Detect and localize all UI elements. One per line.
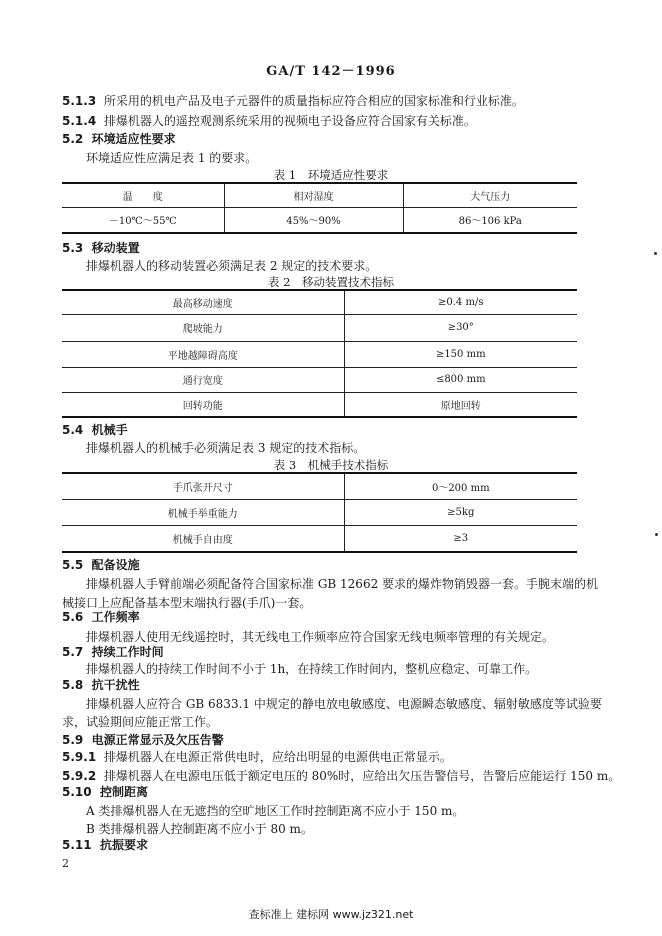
page-number: 2 [62,857,69,870]
section-number: 5.2 [62,132,84,146]
section-number: 5.6 [62,610,84,624]
table-2-param: 最高移动速度 [62,290,344,314]
section-title: 抗干扰性 [91,678,140,692]
table-1-caption: 表 1 环境适应性要求 [273,168,389,182]
section-5-10-line-b: B 类排爆机器人控制距离不应小于 80 m。 [86,822,313,836]
section-number: 5.10 [62,785,92,799]
section-5-5-line-2: 械接口上应配备基本型末端执行器(手爪)一套。 [62,596,312,610]
section-5-5-line-1: 排爆机器人手臂前端必须配备符合国家标准 GB 12662 要求的爆炸物销毁器一套。手腕末端的机 [86,577,599,591]
watermark-footer: 查标准上 建标网 www.jz321.net [248,908,414,921]
table-3-value: ≥3 [344,525,577,552]
table-3-value: ≥5kg [344,499,577,525]
table-2-caption: 表 2 移动装置技术指标 [268,275,394,289]
table-2-value: ≥150 mm [344,341,577,367]
section-title: 移动装置 [91,241,140,255]
table-2-value: ≥0.4 m/s [344,290,577,314]
clause-number: 5.9.1 [62,750,97,764]
table-1-header-pressure: 大气压力 [403,183,577,207]
section-5-10-line-a: A 类排爆机器人在无遮挡的空旷地区工作时控制距离不应小于 150 m。 [86,804,465,818]
section-number: 5.5 [62,558,84,572]
table-2-value: ≥30° [344,314,577,341]
table-3-param: 机械手自由度 [62,525,344,552]
section-5-7-text: 排爆机器人的持续工作时间不小于 1h，在持续工作时间内，整机应稳定、可靠工作。 [86,662,538,676]
section-5-4-text: 排爆机器人的机械手必须满足表 3 规定的技术指标。 [86,441,366,455]
clause-text: 排爆机器人在电源电压低于额定电压的 80%时，应给出欠压告警信号，告警后应能运行 150 m。 [103,769,621,783]
section-title: 机械手 [91,423,128,437]
table-1-cell: 86～106 kPa [403,207,577,233]
section-5-3-heading [62,239,140,256]
table-3-value: 0～200 mm [344,473,577,499]
section-number: 5.11 [62,838,92,852]
section-5-5-heading [62,556,140,573]
clause-text: 所采用的机电产品及电子元器件的质量指标应符合相应的国家标准和行业标准。 [103,94,524,108]
section-5-8-line-1: 排爆机器人应符合 GB 6833.1 中规定的静电放电敏感度、电源瞬态敏感度、辐射敏感度等试验要 [86,697,602,711]
section-5-10-heading [62,783,148,800]
table-1 [62,182,577,234]
clause-number: 5.9.2 [62,769,97,783]
section-title: 抗振要求 [99,838,148,852]
table-2-param: 平地越障碍高度 [62,341,344,367]
section-5-3-text: 排爆机器人的移动装置必须满足表 2 规定的技术要求。 [86,259,378,273]
table-2 [62,289,577,418]
section-5-6-text: 排爆机器人使用无线遥控时，其无线电工作频率应符合国家无线电频率管理的有关规定。 [86,630,555,644]
table-2-param: 通行宽度 [62,367,344,392]
table-2-param: 爬坡能力 [62,314,344,341]
section-title: 配备设施 [91,558,140,572]
section-5-2-text: 环境适应性应满足表 1 的要求。 [86,151,258,165]
clause-5-1-3 [62,92,524,109]
section-title: 持续工作时间 [91,645,164,659]
section-number: 5.7 [62,645,84,659]
table-1-header-temperature: 温 度 [62,183,224,207]
section-number: 5.8 [62,678,84,692]
section-title: 环境适应性要求 [91,132,176,146]
clause-text: 排爆机器人的遥控观测系统采用的视频电子设备应符合国家有关标准。 [103,114,476,128]
table-2-value: 原地回转 [344,392,577,417]
section-5-8-heading [62,676,140,693]
table-3-caption: 表 3 机械手技术指标 [273,458,389,472]
table-3-param: 机械手举重能力 [62,499,344,525]
section-title: 电源正常显示及欠压告警 [91,733,224,747]
clause-number: 5.1.3 [62,94,97,108]
section-number: 5.3 [62,241,84,255]
table-1-cell: －10℃～55℃ [62,207,224,233]
clause-5-9-2 [62,767,620,784]
section-5-7-heading [62,643,164,660]
section-title: 控制距离 [99,785,148,799]
clause-5-9-1 [62,748,452,765]
scan-speck [655,533,658,536]
clause-5-1-4 [62,112,476,129]
scan-speck [654,252,657,255]
section-number: 5.9 [62,733,84,747]
section-5-6-heading [62,608,140,625]
section-number: 5.4 [62,423,84,437]
table-1-cell: 45%～90% [224,207,403,233]
clause-text: 排爆机器人在电源正常供电时，应给出明显的电源供电正常显示。 [103,750,452,764]
table-2-value: ≤800 mm [344,367,577,392]
section-5-4-heading [62,421,128,438]
table-2-param: 回转功能 [62,392,344,417]
section-5-2-heading [62,130,176,147]
section-5-11-heading [62,836,148,853]
section-5-9-heading [62,731,224,748]
table-1-header-humidity: 相对湿度 [224,183,403,207]
section-5-8-line-2: 求，试验期间应能正常工作。 [62,715,219,729]
page-header: GA/T 142－1996 [266,64,396,79]
table-3-param: 手爪张开尺寸 [62,473,344,499]
section-title: 工作频率 [91,610,140,624]
table-3 [62,472,577,553]
clause-number: 5.1.4 [62,114,97,128]
